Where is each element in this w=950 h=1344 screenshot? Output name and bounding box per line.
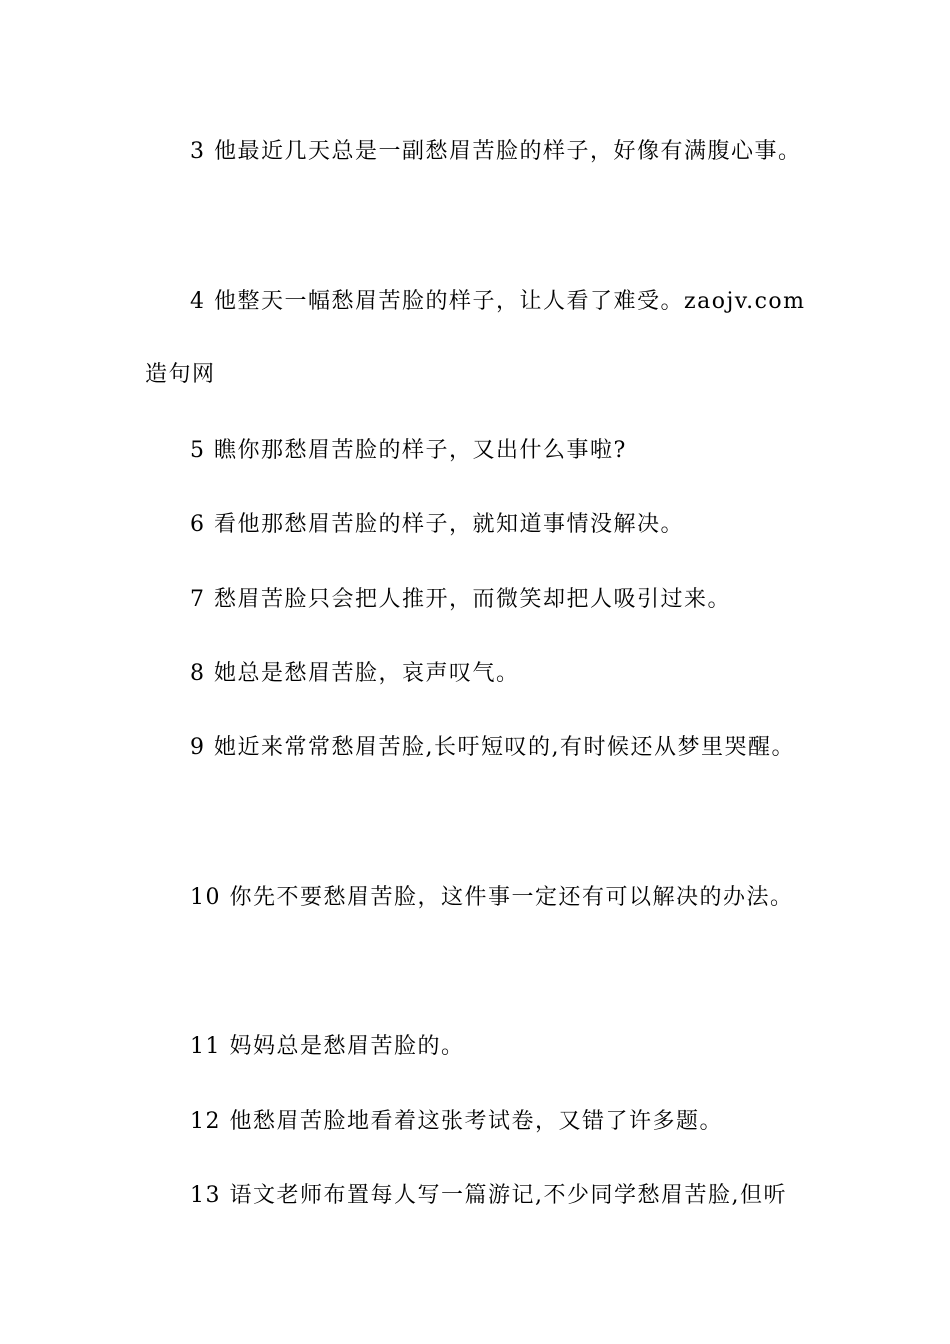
sentence-line-4-continuation: 造句网: [145, 362, 216, 387]
sentence-line-3: 3 他最近几天总是一副愁眉苦脸的样子，好像有满腹心事。: [190, 139, 802, 164]
sentence-line-12: 12 他愁眉苦脸地看着这张考试卷，又错了许多题。: [190, 1109, 723, 1134]
sentence-line-9: 9 她近来常常愁眉苦脸,长吁短叹的,有时候还从梦里哭醒。: [190, 735, 795, 760]
sentence-line-13: 13 语文老师布置每人写一篇游记,不少同学愁眉苦脸,但听: [190, 1183, 787, 1208]
sentence-line-11: 11 妈妈总是愁眉苦脸的。: [190, 1034, 465, 1059]
sentence-line-10: 10 你先不要愁眉苦脸，这件事一定还有可以解决的办法。: [190, 885, 794, 910]
sentence-line-8: 8 她总是愁眉苦脸，哀声叹气。: [190, 661, 520, 686]
sentence-line-7: 7 愁眉苦脸只会把人推开，而微笑却把人吸引过来。: [190, 587, 731, 612]
sentence-line-4: 4 他整天一幅愁眉苦脸的样子，让人看了难受。zaojv.com: [190, 289, 806, 314]
sentence-line-5: 5 瞧你那愁眉苦脸的样子，又出什么事啦?: [190, 438, 627, 463]
sentence-line-6: 6 看他那愁眉苦脸的样子，就知道事情没解决。: [190, 512, 684, 537]
